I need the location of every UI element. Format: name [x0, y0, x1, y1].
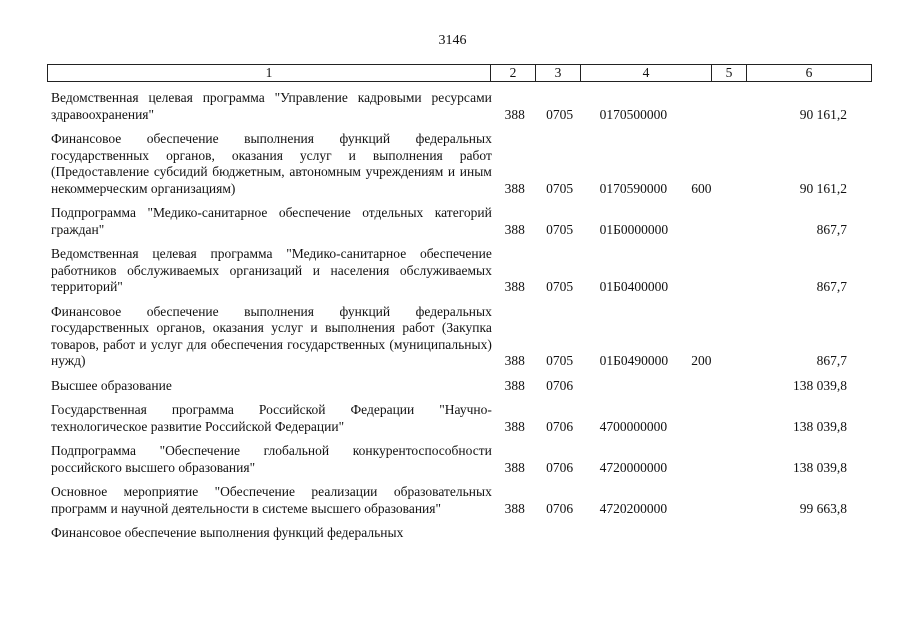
header-col-5: 5 [712, 65, 747, 82]
row-name: Финансовое обеспечение выполнения функций федеральных государственных органов, оказания услуг и выполнения работ (Закупка товаров, работ и услуг для обеспечения государственных (муниципальных) нужд) [51, 303, 492, 368]
row-amount: 90 161,2 [799, 180, 847, 196]
row-ministry-code: 388 [504, 106, 525, 122]
row-section-code: 0705 [546, 106, 574, 122]
row-target-code: 4720200000 [599, 500, 668, 516]
table-row [47, 90, 847, 123]
header-col-3: 3 [536, 65, 581, 82]
row-name: Ведомственная целевая программа "Управление кадровыми ресурсами здравоохранения" [51, 90, 492, 122]
row-name: Ведомственная целевая программа "Медико-санитарное обеспечение работников обслуживаемых организаций и населения обслуживаемых территорий" [51, 246, 492, 294]
table-row [47, 304, 847, 370]
row-ministry-code: 388 [504, 353, 525, 368]
row-target-code: 01Б0000000 [599, 221, 669, 237]
row-amount: 138 039,8 [792, 377, 847, 393]
row-amount: 867,7 [816, 353, 847, 368]
row-target-code: 0170590000 [599, 180, 668, 196]
table-row [47, 131, 847, 197]
row-name: Основное мероприятие "Обеспечение реализации образовательных программ и научной деятельности в системе высшего образования" [51, 484, 492, 516]
table-row [47, 378, 847, 395]
row-name: Государственная программа Российской Федерации "Научно-технологическое развитие Российской Федерации" [51, 402, 492, 434]
row-ministry-code: 388 [504, 500, 525, 516]
row-amount: 867,7 [816, 221, 847, 237]
table-row [47, 443, 847, 476]
row-amount: 138 039,8 [792, 459, 847, 475]
row-section-code: 0706 [546, 459, 574, 475]
row-section-code: 0705 [546, 221, 574, 237]
row-amount: 867,7 [816, 279, 847, 294]
table-row [47, 205, 847, 238]
row-amount: 138 039,8 [792, 418, 847, 434]
table-row [47, 525, 847, 542]
header-col-1: 1 [48, 65, 491, 82]
row-ministry-code: 388 [504, 418, 525, 434]
row-expense-type: 200 [691, 353, 712, 368]
row-section-code: 0706 [546, 377, 574, 393]
table-row [47, 484, 847, 517]
row-amount: 90 161,2 [799, 106, 847, 122]
row-section-code: 0706 [546, 418, 574, 434]
row-target-code: 01Б0400000 [599, 279, 669, 294]
row-ministry-code: 388 [504, 180, 525, 196]
row-name: Финансовое обеспечение выполнения функций федеральных государственных органов, оказания услуг и выполнения работ (Предоставление субсидий бюджетным, автономным учреждениям и иным некоммерческим организациям) [51, 131, 492, 196]
row-ministry-code: 388 [504, 377, 525, 393]
header-col-4: 4 [581, 65, 712, 82]
row-target-code: 4720000000 [599, 459, 668, 475]
row-ministry-code: 388 [504, 279, 525, 294]
row-expense-type: 600 [691, 180, 712, 196]
row-section-code: 0705 [546, 279, 574, 294]
row-section-code: 0705 [546, 353, 574, 368]
row-name: Финансовое обеспечение выполнения функций федеральных [51, 525, 404, 540]
row-target-code: 0170500000 [599, 106, 668, 122]
row-name: Подпрограмма "Обеспечение глобальной конкурентоспособности российского высшего образования" [51, 443, 492, 475]
row-ministry-code: 388 [504, 459, 525, 475]
row-ministry-code: 388 [504, 221, 525, 237]
table-row [47, 402, 847, 435]
row-target-code: 01Б0490000 [599, 353, 669, 368]
row-section-code: 0705 [546, 180, 574, 196]
table-body [47, 90, 847, 550]
row-name: Высшее образование [51, 377, 172, 393]
page-number: 3146 [438, 33, 467, 48]
table-row [47, 246, 847, 296]
row-target-code: 4700000000 [599, 418, 668, 434]
table-header [47, 64, 872, 82]
row-section-code: 0706 [546, 500, 574, 516]
header-col-6: 6 [747, 65, 872, 82]
row-name: Подпрограмма "Медико-санитарное обеспечение отдельных категорий граждан" [51, 205, 492, 237]
header-col-2: 2 [491, 65, 536, 82]
row-amount: 99 663,8 [799, 500, 847, 516]
